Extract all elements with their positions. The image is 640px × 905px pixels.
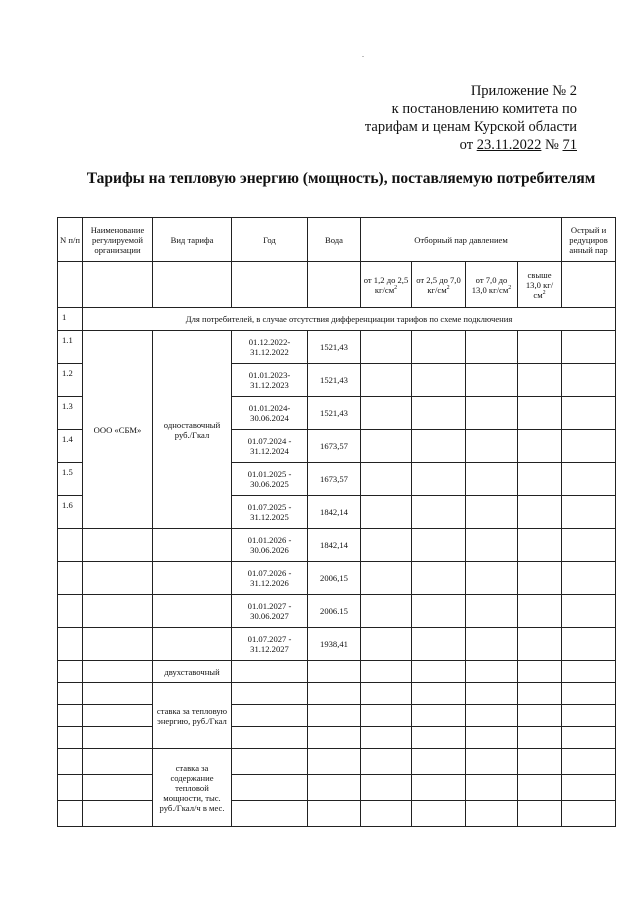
header-year: Год (232, 218, 308, 262)
header-sharp-steam: Острый и редуциров анный пар (562, 218, 616, 262)
org-name: ООО «СБМ» (83, 331, 153, 529)
one-rate-tariff: одноставочный руб./Гкал (153, 331, 232, 529)
appendix-number: 71 (562, 137, 577, 153)
period: 01.01.2026 - 30.06.2026 (232, 529, 308, 562)
period: 01.01.2027 - 30.06.2027 (232, 595, 308, 628)
row-num: 1.1 (58, 331, 83, 364)
water-value: 1521,43 (308, 397, 361, 430)
capacity-rate-label: ставка за содержание тепловой мощности, тыс. руб./Гкал/ч в мес. (153, 749, 232, 827)
row-num: 1.6 (58, 496, 83, 529)
header-org: Наименование регулируемой организации (83, 218, 153, 262)
period: 01.07.2024 - 31.12.2024 (232, 430, 308, 463)
appendix-date: 23.11.2022 (476, 137, 542, 153)
header-tariff-type: Вид тарифа (153, 218, 232, 262)
water-value: 2006,15 (308, 562, 361, 595)
appendix-number-prefix: № (541, 137, 563, 153)
header-num: N п/п (58, 218, 83, 262)
period: 01.01.2024- 30.06.2024 (232, 397, 308, 430)
tariff-table (57, 217, 615, 827)
header-pressure-3: от 7,0 до 13,0 $кг/см^2$ (466, 262, 518, 308)
header-blank (153, 262, 232, 308)
header-water: Вода (308, 218, 361, 262)
header-blank (58, 262, 83, 308)
energy-rate-label: ставка за тепловую энергию, руб./Гкал (153, 683, 232, 749)
row-num: 1.4 (58, 430, 83, 463)
header-pressure-2: от 2,5 до 7,0 $кг/см^2$ (412, 262, 466, 308)
water-value: 2006.15 (308, 595, 361, 628)
header-steam: Отборный пар давлением (361, 218, 562, 262)
period: 01.01.2023- 31.12.2023 (232, 364, 308, 397)
period: 01.07.2025 - 31.12.2025 (232, 496, 308, 529)
appendix-date-prefix: от (459, 137, 477, 153)
appendix-block (365, 82, 577, 154)
header-pressure-4: свыше 13,0 $кг/см^2$ (518, 262, 562, 308)
period: 01.07.2027 - 31.12.2027 (232, 628, 308, 661)
row-num: 1.2 (58, 364, 83, 397)
row-num (58, 595, 83, 628)
period: 01.07.2026 - 31.12.2026 (232, 562, 308, 595)
water-value: 1842,14 (308, 496, 361, 529)
section-num: 1 (58, 308, 83, 331)
page-mark: . (362, 50, 364, 59)
water-value: 1673,57 (308, 463, 361, 496)
section-title: Для потребителей, в случае отсутствия дифференциации тарифов по схеме подключения (83, 308, 616, 331)
row-num (58, 562, 83, 595)
document-title: Тарифы на тепловую энергию (мощность), поставляемую потребителям (86, 170, 596, 187)
water-value: 1673,57 (308, 430, 361, 463)
header-blank (308, 262, 361, 308)
header-blank (83, 262, 153, 308)
water-value: 1521,43 (308, 331, 361, 364)
header-pressure-1: от 1,2 до 2,5 $кг/см^2$ (361, 262, 412, 308)
header-blank (562, 262, 616, 308)
period: 01.01.2025 - 30.06.2025 (232, 463, 308, 496)
appendix-title: Приложение № 2 (470, 83, 577, 99)
row-num: 1.5 (58, 463, 83, 496)
water-value: 1842,14 (308, 529, 361, 562)
water-value: 1938,41 (308, 628, 361, 661)
appendix-line-2: к постановлению комитета по (391, 101, 577, 117)
two-rate-tariff: двухставочный (153, 661, 232, 683)
header-blank (232, 262, 308, 308)
water-value: 1521,43 (308, 364, 361, 397)
row-num (58, 529, 83, 562)
appendix-line-3: тарифам и ценам Курской области (364, 119, 577, 135)
row-num (58, 628, 83, 661)
appendix-date-line (365, 136, 577, 154)
row-num: 1.3 (58, 397, 83, 430)
period: 01.12.2022- 31.12.2022 (232, 331, 308, 364)
